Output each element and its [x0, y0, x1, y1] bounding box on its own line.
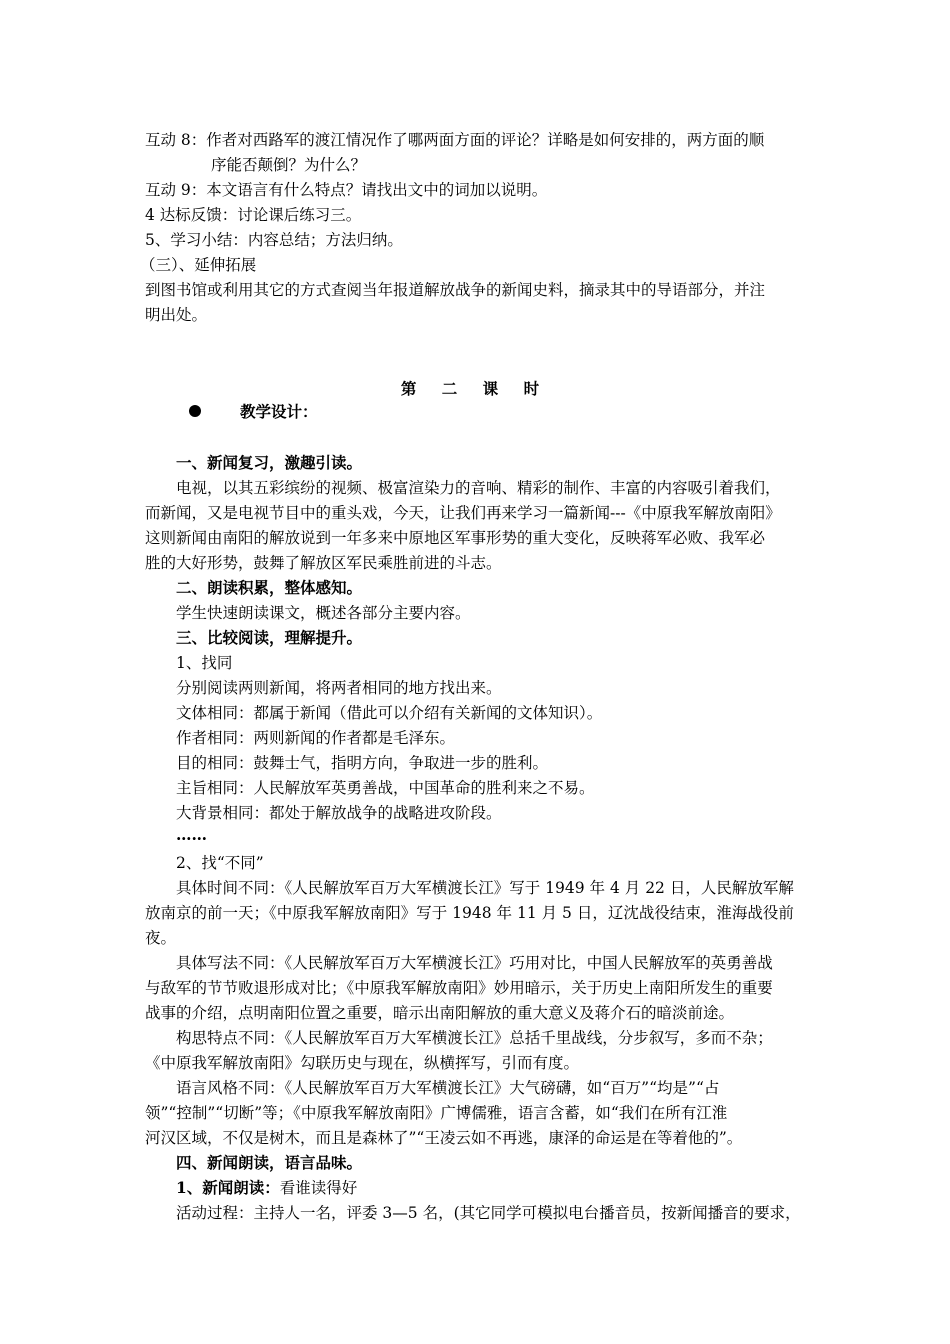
part4-sub1-text: 看谁读得好	[279, 1179, 358, 1197]
hudong8-line2: 序能否颠倒？为什么？	[211, 156, 367, 174]
yanshen-line2: 明出处。	[145, 306, 208, 324]
part3-heading: 三、比较阅读，理解提升。	[176, 628, 363, 647]
same-genre-line: 文体相同：都属于新闻（借此可以介绍有关新闻的文体知识）。	[176, 704, 603, 722]
diff-method-line2: 与敌军的节节败退形成对比；《中原我军解放南阳》妙用暗示，关于历史上南阳所发生的重要	[145, 979, 773, 997]
yanshen-heading: （三）、延伸拓展	[140, 256, 257, 274]
diff-style-line1: 语言风格不同：《人民解放军百万大军横渡长江》大气磅礴，如“百万”“均是”“占	[176, 1079, 720, 1097]
diff-idea-line1: 构思特点不同：《人民解放军百万大军横渡长江》总括千里战线，分步叙写，多而不杂；	[176, 1029, 773, 1047]
diff-time-line1: 具体时间不同：《人民解放军百万大军横渡长江》写于 1949 年 4 月 22 日，人民解放军解	[176, 879, 794, 897]
dabiao-line: 4 达标反馈：讨论课后练习三。	[145, 206, 362, 224]
part1-para-line3: 这则新闻由南阳的解放说到一年多来中原地区军事形势的重大变化，反映蒋军必败、我军必	[145, 529, 766, 547]
part3-sub2: 2、找“不同”	[176, 854, 264, 872]
diff-time-line2: 放南京的前一天；《中原我军解放南阳》写于 1948 年 11 月 5 日，辽沈战役结束，淮海战役前	[145, 904, 794, 922]
xiaojie-line: 5、学习小结：内容总结；方法归纳。	[145, 231, 403, 249]
part3-sub1: 1、找同	[176, 654, 233, 672]
diff-method-line1: 具体写法不同：《人民解放军百万大军横渡长江》巧用对比，中国人民解放军的英勇善战	[176, 954, 773, 972]
hudong8-line1: 互动 8：作者对西路军的渡江情况作了哪两面方面的评论？详略是如何安排的，两方面的顺	[145, 131, 765, 149]
diff-style-line3: 河汉区域，不仅是树木，而且是森林了”“王凌云如不再逃，康泽的命运是在等着他的”。	[145, 1129, 743, 1147]
ellipsis: ……	[176, 825, 207, 844]
part4-sub1-label: 1、新闻朗读：	[176, 1178, 280, 1197]
same-background-line: 大背景相同：都处于解放战争的战略进攻阶段。	[176, 804, 502, 822]
part1-para-line1: 电视，以其五彩缤纷的视频、极富渲染力的音响、精彩的制作、丰富的内容吸引着我们，	[176, 479, 781, 497]
part4-sub1	[176, 1177, 357, 1199]
part3-sub1-intro: 分别阅读两则新闻，将两者相同的地方找出来。	[176, 679, 502, 697]
part1-heading: 一、新闻复习，激趣引读。	[176, 453, 363, 472]
same-purpose-line: 目的相同：鼓舞士气，指明方向，争取进一步的胜利。	[176, 754, 549, 772]
part4-activity-line: 活动过程：主持人一名，评委 3—5 名，(其它同学可模拟电台播音员，按新闻播音的要求，	[176, 1204, 801, 1222]
bullet-icon	[189, 405, 201, 417]
lesson-title: 第 二 课 时	[400, 379, 550, 398]
part1-para-line2: 而新闻，又是电视节目中的重头戏，今天，让我们再来学习一篇新闻---《中原我军解放南阳》	[145, 504, 781, 522]
diff-method-line3: 战事的介绍，点明南阳位置之重要，暗示出南阳解放的重大意义及蒋介石的暗淡前途。	[145, 1004, 735, 1022]
yanshen-line1: 到图书馆或利用其它的方式查阅当年报道解放战争的新闻史料，摘录其中的导语部分，并注	[145, 281, 766, 299]
same-author-line: 作者相同：两则新闻的作者都是毛泽东。	[176, 729, 456, 747]
part4-heading: 四、新闻朗读，语言品味。	[176, 1153, 363, 1172]
same-theme-line: 主旨相同：人民解放军英勇善战，中国革命的胜利来之不易。	[176, 779, 595, 797]
diff-idea-line2: 《中原我军解放南阳》勾联历史与现在，纵横挥写，引而有度。	[145, 1054, 580, 1072]
part2-heading: 二、朗读积累，整体感知。	[176, 578, 363, 597]
diff-style-line2: 领”“控制”“切断”等；《中原我军解放南阳》广博儒雅，语言含蓄，如“我们在所有江淮	[145, 1104, 728, 1122]
hudong9-line: 互动 9：本文语言有什么特点？请找出文中的词加以说明。	[145, 181, 548, 199]
design-label: 教学设计：	[240, 402, 318, 421]
diff-time-line3: 夜。	[145, 929, 177, 947]
part2-para: 学生快速朗读课文，概述各部分主要内容。	[176, 604, 471, 622]
part1-para-line4: 胜的大好形势，鼓舞了解放区军民乘胜前进的斗志。	[145, 554, 502, 572]
